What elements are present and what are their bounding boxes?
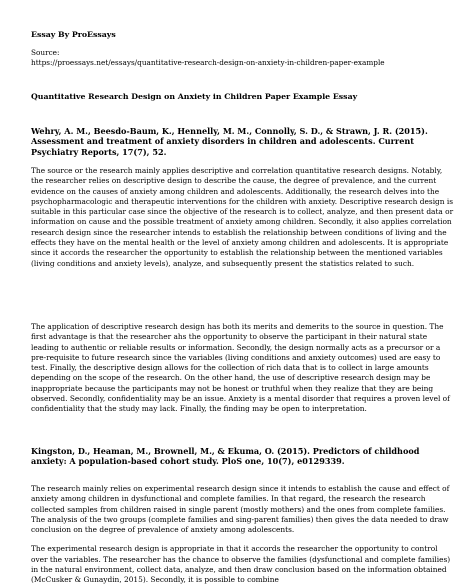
essay-by-label: Essay By ProEssays bbox=[31, 30, 116, 39]
source-label: Source: bbox=[31, 48, 60, 57]
essay-title: Quantitative Research Design on Anxiety in Children Paper Example Essay bbox=[31, 92, 358, 101]
paragraph-4: The experimental research design is appropriate in that it accords the researcher the opportunity to control over the variables. The researcher has the chance to observe the families (dysfunctional and complete families) in the natural environment, collect data, analyze, and then draw conclusion based on the information obtained (McCusker & Gunaydin, 2015). Secondly, it is possible to combine bbox=[31, 544, 451, 585]
source-block bbox=[31, 48, 385, 68]
paragraph-2: The application of descriptive research design has both its merits and demerits to the source in question. The first advantage is that the researcher ahs the opportunity to observe the participant in their natural state leading to authentic or reliable results or information. Secondly, the design normally acts as a precursor or a pre-requisite to future research since the variables (living conditions and anxiety outcomes) used are easy to test. Finally, the descriptive design allows for the collection of rich data that is to collect in large amounts depending on the scope of the research. On the other hand, the use of descriptive research design may be inappropriate because the participants may not be honest or truthful when they realize that they are being observed. Secondly, confidentiality may be an issue. Anxiety is a mental disorder that requires a proven level of confidentiality that the study may lack. Finally, the finding may be open to interpretation. bbox=[31, 322, 450, 414]
paragraph-3: The research mainly relies on experimental research design since it intends to establish the cause and effect of anxiety among children in dysfunctional and complete families. In that regard, the research the research collected samples from children raised in single parent (mostly mothers) and the ones from complete families. The analysis of the two groups (complete families and sing-parent families) then gives the data needed to draw conclusion on the degree of prevalence of anxiety among adolescents. bbox=[31, 484, 450, 535]
paragraph-group-2 bbox=[31, 484, 456, 586]
paragraph-1: The source or the research mainly applies descriptive and correlation quantitative research designs. Notably, the researcher relies on descriptive design to describe the cause, the degree of prevalence, and the current evidence on the causes of anxiety among children and adolescents. Additionally, the research delves into the psychopharmacologic and therapeutic interventions for the children with anxiety. Descriptive research design is suitable in this particular case since the objective of the research is to collect, analyze, and then present data or information on cause and the possible treatment of anxiety among children. Secondly, it also applies correlation research design since the researcher intends to establish the relationship between conditions of living and the effects they have on the mental health or the level of anxiety among children and adolescents. It is appropriate since it accords the researcher the opportunity to establish the relationship between the mentioned variables (living conditions and anxiety levels), analyze, and subsequently present the statistics related to such. bbox=[31, 166, 454, 268]
source-url-link[interactable]: https://proessays.net/essays/quantitative-research-design-on-anxiety-in-children-paper-example bbox=[31, 58, 385, 67]
reference-1: Wehry, A. M., Beesdo-Baum, K., Hennelly, M. M., Connolly, S. D., & Strawn, J. R. (2015). Assessment and treatment of anxiety disorders in children and adolescents. Current Psychiatry Reports, 17(7), 52. bbox=[31, 126, 428, 157]
reference-2: Kingston, D., Heaman, M., Brownell, M., & Ekuma, O. (2015). Predictors of childhood anxiety: A population-based cohort study. PloS one, 10(7), e0129339. bbox=[31, 446, 420, 467]
